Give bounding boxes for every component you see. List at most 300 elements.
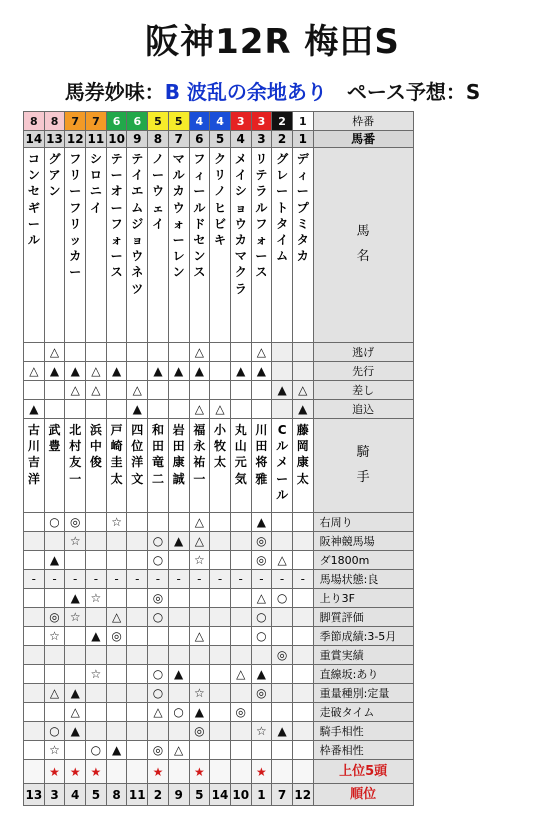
style-mark — [148, 400, 169, 419]
factor-mark — [106, 589, 127, 608]
factor-mark: ○ — [251, 627, 272, 646]
factor-mark: ▲ — [65, 589, 86, 608]
jockey-name — [86, 419, 107, 513]
race-title: 阪神12R 梅田S — [145, 22, 400, 62]
factor-mark — [272, 532, 293, 551]
factor-mark — [44, 589, 65, 608]
factor-mark — [272, 627, 293, 646]
style-mark: △ — [210, 400, 231, 419]
factor-mark: ☆ — [106, 513, 127, 532]
factor-mark — [24, 551, 45, 570]
row-label-factor: ダ1800m — [313, 551, 413, 570]
jockey-name-text: 古川吉洋 — [27, 423, 40, 486]
style-mark: ▲ — [168, 362, 189, 381]
row-label-factor: 枠番相性 — [313, 741, 413, 760]
horse-name — [272, 148, 293, 343]
factor-mark: ▲ — [106, 741, 127, 760]
factor-mark — [168, 589, 189, 608]
jockey-name — [148, 419, 169, 513]
frame-number: 3 — [251, 112, 272, 131]
factor-mark: ▲ — [65, 684, 86, 703]
style-mark: △ — [189, 400, 210, 419]
factor-mark — [86, 532, 107, 551]
style-mark: ▲ — [106, 362, 127, 381]
factor-mark: ☆ — [65, 608, 86, 627]
factor-mark — [106, 532, 127, 551]
factor-mark — [292, 684, 313, 703]
factor-mark: ☆ — [86, 589, 107, 608]
factor-mark — [127, 646, 148, 665]
rank-number: 3 — [44, 784, 65, 806]
style-mark: ▲ — [148, 362, 169, 381]
frame-number: 5 — [148, 112, 169, 131]
style-mark — [210, 343, 231, 362]
jockey-name-text: 小牧太 — [214, 423, 227, 470]
horse-name — [292, 148, 313, 343]
factor-mark — [148, 646, 169, 665]
horse-name — [65, 148, 86, 343]
style-mark: ▲ — [251, 362, 272, 381]
style-mark — [272, 400, 293, 419]
style-mark — [230, 343, 251, 362]
factor-mark: ◎ — [106, 627, 127, 646]
horse-number: 9 — [127, 131, 148, 148]
frame-number: 7 — [86, 112, 107, 131]
factor-mark — [44, 532, 65, 551]
horse-number: 4 — [230, 131, 251, 148]
factor-mark — [65, 665, 86, 684]
factor-mark — [24, 589, 45, 608]
jockey-name — [106, 419, 127, 513]
factor-mark — [230, 646, 251, 665]
style-mark — [106, 381, 127, 400]
factor-mark: - — [272, 570, 293, 589]
factor-mark — [65, 551, 86, 570]
factor-mark — [210, 608, 231, 627]
factor-mark — [272, 665, 293, 684]
horse-name — [127, 148, 148, 343]
factor-mark: - — [230, 570, 251, 589]
factor-mark: ◎ — [189, 722, 210, 741]
row-label-jockey — [313, 419, 413, 513]
factor-mark — [148, 627, 169, 646]
top5-star — [210, 760, 231, 784]
factor-mark — [127, 703, 148, 722]
factor-mark: ▲ — [272, 722, 293, 741]
factor-mark — [127, 513, 148, 532]
horse-name — [44, 148, 65, 343]
factor-mark: ☆ — [251, 722, 272, 741]
horse-name — [189, 148, 210, 343]
factor-mark — [24, 722, 45, 741]
factor-mark: ○ — [148, 608, 169, 627]
factor-mark: ▲ — [168, 532, 189, 551]
row-label-factor: 上り3F — [313, 589, 413, 608]
factor-mark — [272, 703, 293, 722]
factor-mark — [292, 627, 313, 646]
factor-mark: ○ — [272, 589, 293, 608]
row-label-factor: 重賞実績 — [313, 646, 413, 665]
horse-name-text: ノーウェイ — [151, 152, 164, 231]
jockey-name-text: 福永祐一 — [193, 423, 206, 486]
style-mark — [168, 381, 189, 400]
style-mark — [251, 400, 272, 419]
horse-number: 5 — [210, 131, 231, 148]
factor-mark: ○ — [148, 532, 169, 551]
frame-number: 8 — [44, 112, 65, 131]
factor-mark: ◎ — [65, 513, 86, 532]
factor-mark — [210, 703, 231, 722]
style-mark — [251, 381, 272, 400]
factor-mark: ▲ — [65, 722, 86, 741]
jockey-name-text: 岩田康誠 — [172, 423, 185, 486]
style-mark — [189, 381, 210, 400]
factor-mark: ☆ — [44, 627, 65, 646]
factor-mark — [127, 741, 148, 760]
style-mark — [65, 343, 86, 362]
horse-name-text: シロニイ — [89, 152, 102, 215]
factor-mark — [230, 513, 251, 532]
frame-number: 4 — [210, 112, 231, 131]
horse-number: 12 — [66, 132, 84, 146]
style-mark: ▲ — [65, 362, 86, 381]
row-label-num: 馬番 — [313, 131, 413, 148]
style-mark: △ — [251, 343, 272, 362]
jockey-name — [251, 419, 272, 513]
jockey-name-text: 武豊 — [48, 423, 61, 454]
style-mark — [24, 381, 45, 400]
horse-name — [24, 148, 45, 343]
factor-mark: ◎ — [148, 589, 169, 608]
horse-name-text: マルカウォーレン — [172, 152, 185, 280]
factor-mark — [168, 627, 189, 646]
factor-mark — [168, 684, 189, 703]
factor-mark: - — [210, 570, 231, 589]
style-mark: △ — [189, 343, 210, 362]
factor-mark — [127, 608, 148, 627]
factor-mark — [106, 684, 127, 703]
factor-mark: ○ — [251, 608, 272, 627]
factor-mark — [292, 665, 313, 684]
top5-star — [272, 760, 293, 784]
factor-mark — [24, 703, 45, 722]
jockey-name-text: 浜中俊 — [89, 423, 102, 470]
horse-number: 8 — [148, 131, 169, 148]
factor-mark: △ — [189, 532, 210, 551]
style-mark — [65, 400, 86, 419]
factor-mark — [210, 513, 231, 532]
factor-mark: ○ — [148, 551, 169, 570]
horse-name-text: フィールドセンス — [193, 152, 206, 280]
horse-name-text: フリーフリッカー — [69, 152, 82, 280]
frame-number: 6 — [127, 112, 148, 131]
frame-number: 3 — [230, 112, 251, 131]
jockey-name — [168, 419, 189, 513]
factor-mark — [168, 646, 189, 665]
jockey-name-text: 北村友一 — [69, 423, 82, 486]
horse-name-text: コンセギール — [27, 152, 40, 247]
frame-number: 2 — [272, 112, 293, 131]
value-label: 馬券妙味： — [64, 80, 165, 104]
style-mark — [210, 362, 231, 381]
style-mark — [292, 362, 313, 381]
frame-number: 4 — [189, 112, 210, 131]
horse-name-text: テイエムジョウネツ — [131, 152, 144, 296]
style-mark — [106, 400, 127, 419]
jockey-name-text: 川田将雅 — [255, 423, 268, 486]
factor-mark: ▲ — [44, 551, 65, 570]
factor-mark — [210, 741, 231, 760]
style-mark: ▲ — [127, 400, 148, 419]
style-mark — [44, 381, 65, 400]
horse-number: 6 — [189, 131, 210, 148]
style-mark: ▲ — [272, 381, 293, 400]
style-mark — [44, 400, 65, 419]
factor-mark — [24, 741, 45, 760]
race-summary — [0, 76, 545, 105]
style-mark — [272, 343, 293, 362]
value-rating: B 波乱の余地あり — [164, 80, 327, 104]
factor-mark — [292, 722, 313, 741]
top5-star: ★ — [44, 760, 65, 784]
factor-mark — [86, 513, 107, 532]
rank-number: 5 — [189, 784, 210, 806]
factor-mark — [292, 741, 313, 760]
factor-mark — [65, 627, 86, 646]
factor-mark — [127, 722, 148, 741]
row-label-factor: 騎手相性 — [313, 722, 413, 741]
row-label-top5: 上位5頭 — [313, 760, 413, 784]
factor-mark — [127, 684, 148, 703]
factor-mark: - — [168, 570, 189, 589]
style-mark: ▲ — [189, 362, 210, 381]
factor-mark: ▲ — [251, 513, 272, 532]
factor-mark — [86, 608, 107, 627]
factor-mark — [106, 551, 127, 570]
style-mark — [86, 400, 107, 419]
horse-number: 1 — [292, 131, 313, 148]
top5-star: ★ — [86, 760, 107, 784]
top5-star: ★ — [251, 760, 272, 784]
factor-mark — [44, 703, 65, 722]
factor-mark — [230, 608, 251, 627]
factor-mark — [210, 627, 231, 646]
factor-mark — [189, 589, 210, 608]
factor-mark: - — [148, 570, 169, 589]
factor-mark — [251, 703, 272, 722]
factor-mark — [168, 513, 189, 532]
jockey-name-text: 和田竜二 — [151, 423, 164, 486]
horse-name — [148, 148, 169, 343]
horse-name-text: グレートタイム — [276, 152, 289, 264]
factor-mark — [127, 627, 148, 646]
style-mark: ▲ — [292, 400, 313, 419]
factor-mark — [127, 589, 148, 608]
style-mark — [24, 343, 45, 362]
factor-mark: △ — [189, 513, 210, 532]
factor-mark — [210, 665, 231, 684]
factor-mark — [292, 646, 313, 665]
factor-mark — [65, 741, 86, 760]
factor-mark — [44, 646, 65, 665]
factor-mark: ◎ — [272, 646, 293, 665]
factor-mark — [230, 684, 251, 703]
style-mark — [127, 362, 148, 381]
factor-mark: △ — [251, 589, 272, 608]
row-label-factor: 重量種別:定量 — [313, 684, 413, 703]
style-mark: △ — [127, 381, 148, 400]
row-label-rank: 順位 — [313, 784, 413, 806]
factor-mark: △ — [65, 703, 86, 722]
style-mark — [210, 381, 231, 400]
factor-mark: ☆ — [189, 551, 210, 570]
row-label-frame: 枠番 — [313, 112, 413, 131]
jockey-name — [44, 419, 65, 513]
factor-mark: ○ — [148, 665, 169, 684]
horse-name — [106, 148, 127, 343]
style-mark: ▲ — [230, 362, 251, 381]
frame-number: 6 — [106, 112, 127, 131]
style-mark — [292, 343, 313, 362]
factor-mark — [24, 513, 45, 532]
rank-number: 1 — [251, 784, 272, 806]
factor-mark — [230, 532, 251, 551]
factor-mark — [230, 589, 251, 608]
factor-mark — [210, 532, 231, 551]
jockey-name — [24, 419, 45, 513]
factor-mark — [86, 722, 107, 741]
prediction-table — [23, 111, 414, 806]
horse-number: 2 — [272, 131, 293, 148]
horse-name — [251, 148, 272, 343]
factor-mark: - — [86, 570, 107, 589]
factor-mark — [127, 665, 148, 684]
jockey-name — [127, 419, 148, 513]
factor-mark — [251, 741, 272, 760]
rank-number: 12 — [292, 784, 313, 806]
factor-mark — [168, 551, 189, 570]
row-label-factor: 脚質評価 — [313, 608, 413, 627]
horse-name-text: リテラルフォース — [255, 152, 268, 280]
style-mark: ▲ — [24, 400, 45, 419]
top5-star: ★ — [65, 760, 86, 784]
row-label-jockey-text: 騎手 — [356, 444, 370, 485]
horse-name — [168, 148, 189, 343]
style-mark: ▲ — [44, 362, 65, 381]
factor-mark — [251, 646, 272, 665]
row-label-factor: 走破タイム — [313, 703, 413, 722]
rank-number: 14 — [210, 784, 231, 806]
factor-mark — [210, 684, 231, 703]
factor-mark — [127, 532, 148, 551]
jockey-name-text: 丸山元気 — [234, 423, 247, 486]
top5-star — [168, 760, 189, 784]
factor-mark — [230, 551, 251, 570]
frame-number: 7 — [65, 112, 86, 131]
factor-mark: - — [251, 570, 272, 589]
factor-mark: - — [127, 570, 148, 589]
top5-star — [24, 760, 45, 784]
horse-name-text: グアン — [48, 152, 61, 199]
pace-prediction: ペース予想：S — [346, 80, 481, 104]
style-mark — [272, 362, 293, 381]
factor-mark — [168, 722, 189, 741]
factor-mark — [230, 722, 251, 741]
style-mark — [148, 381, 169, 400]
factor-mark: - — [189, 570, 210, 589]
factor-mark: ▲ — [168, 665, 189, 684]
top5-star — [106, 760, 127, 784]
style-mark: △ — [24, 362, 45, 381]
factor-mark: ▲ — [251, 665, 272, 684]
factor-mark — [148, 722, 169, 741]
frame-number: 8 — [24, 112, 45, 131]
style-mark — [168, 343, 189, 362]
style-mark — [127, 343, 148, 362]
rank-number: 4 — [65, 784, 86, 806]
rank-number: 5 — [86, 784, 107, 806]
horse-name-text: メイショウカマクラ — [234, 152, 247, 296]
jockey-name — [230, 419, 251, 513]
factor-mark: △ — [106, 608, 127, 627]
factor-mark: ☆ — [65, 532, 86, 551]
row-label-name — [313, 148, 413, 343]
top5-star: ★ — [148, 760, 169, 784]
factor-mark — [292, 513, 313, 532]
factor-mark: ◎ — [44, 608, 65, 627]
top5-star: ★ — [189, 760, 210, 784]
factor-mark — [230, 627, 251, 646]
factor-mark — [210, 722, 231, 741]
factor-mark — [272, 684, 293, 703]
style-mark: △ — [86, 381, 107, 400]
factor-mark — [24, 665, 45, 684]
row-label-style: 逃げ — [313, 343, 413, 362]
factor-mark: ☆ — [86, 665, 107, 684]
factor-mark — [189, 665, 210, 684]
factor-mark: - — [106, 570, 127, 589]
factor-mark — [292, 532, 313, 551]
factor-mark — [44, 665, 65, 684]
factor-mark — [210, 551, 231, 570]
style-mark: △ — [292, 381, 313, 400]
factor-mark: △ — [189, 627, 210, 646]
jockey-name-text: 四位洋文 — [131, 423, 144, 486]
factor-mark: ☆ — [44, 741, 65, 760]
rank-number: 2 — [148, 784, 169, 806]
style-mark — [106, 343, 127, 362]
factor-mark — [272, 608, 293, 627]
factor-mark: ◎ — [251, 684, 272, 703]
factor-mark: ○ — [44, 513, 65, 532]
style-mark: △ — [44, 343, 65, 362]
factor-mark: - — [44, 570, 65, 589]
factor-mark — [86, 703, 107, 722]
factor-mark — [127, 551, 148, 570]
top5-star — [230, 760, 251, 784]
factor-mark — [86, 684, 107, 703]
row-label-style: 先行 — [313, 362, 413, 381]
style-mark — [230, 381, 251, 400]
style-mark — [230, 400, 251, 419]
factor-mark — [272, 513, 293, 532]
horse-number: 13 — [46, 132, 63, 146]
factor-mark — [230, 741, 251, 760]
rank-number: 10 — [230, 784, 251, 806]
horse-name — [230, 148, 251, 343]
factor-mark: ▲ — [189, 703, 210, 722]
frame-number: 1 — [292, 112, 313, 131]
